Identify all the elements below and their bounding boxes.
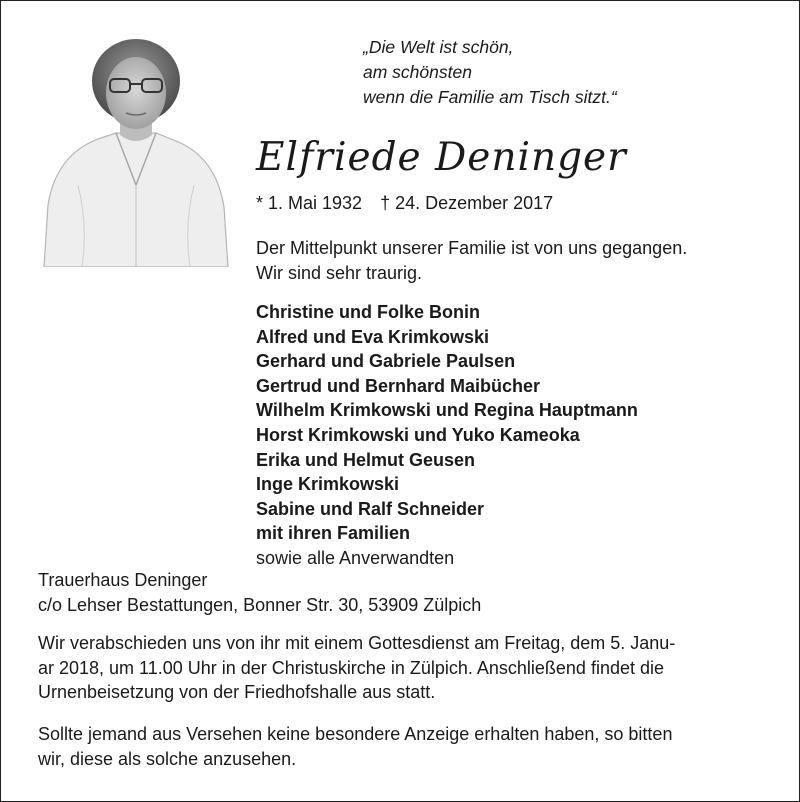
service-line: Wir verabschieden uns von ihr mit einem Gottesdienst am Freitag, dem 5. Janu- bbox=[38, 633, 676, 653]
service-line: ar 2018, um 11.00 Uhr in der Christuskirche in Zülpich. Anschließend findet die bbox=[38, 657, 664, 678]
quote-line: wenn die Familie am Tisch sitzt.“ bbox=[363, 87, 617, 107]
mourner-name: Alfred und Eva Krimkowski bbox=[256, 326, 490, 347]
closing-note bbox=[38, 722, 766, 771]
quote-line: am schönsten bbox=[363, 62, 472, 82]
service-info bbox=[38, 631, 766, 705]
mourner-name: Erika und Helmut Geusen bbox=[256, 449, 476, 470]
note-line: wir, diese als solche anzusehen. bbox=[38, 748, 297, 769]
death-date: † 24. Dezember 2017 bbox=[380, 193, 554, 213]
portrait-photo bbox=[38, 35, 234, 267]
mourner-name: Inge Krimkowski bbox=[256, 474, 400, 495]
address-line: Trauerhaus Deninger bbox=[38, 570, 208, 590]
family-message bbox=[256, 236, 687, 285]
memorial-quote bbox=[363, 35, 617, 110]
birth-date: * 1. Mai 1932 bbox=[256, 193, 363, 213]
mourner-name: Gertrud und Bernhard Maibücher bbox=[256, 375, 541, 396]
mourner-name: mit ihren Familien bbox=[256, 523, 411, 544]
life-dates bbox=[256, 193, 553, 214]
mourner-name: Gerhard und Gabriele Paulsen bbox=[256, 351, 516, 372]
note-line: Sollte jemand aus Versehen keine besondere Anzeige erhalten haben, so bitten bbox=[38, 724, 673, 744]
message-line: Der Mittelpunkt unserer Familie ist von uns gegangen. bbox=[256, 238, 688, 258]
deceased-name: Elfriede Deninger bbox=[256, 135, 627, 180]
mourner-name: Christine und Folke Bonin bbox=[256, 302, 480, 322]
message-line: Wir sind sehr traurig. bbox=[256, 262, 423, 283]
mourner-name: Wilhelm Krimkowski und Regina Hauptmann bbox=[256, 400, 638, 421]
mourners-closing: sowie alle Anverwandten bbox=[256, 547, 455, 568]
mourner-name: Sabine und Ralf Schneider bbox=[256, 498, 485, 519]
mourner-name: Horst Krimkowski und Yuko Kameoka bbox=[256, 424, 580, 445]
service-line: Urnenbeisetzung von der Friedhofshalle aus statt. bbox=[38, 682, 436, 703]
mourning-house-address bbox=[38, 568, 481, 617]
mourners-list bbox=[256, 300, 638, 571]
quote-line: „Die Welt ist schön, bbox=[363, 37, 514, 57]
address-line: c/o Lehser Bestattungen, Bonner Str. 30, 53909 Zülpich bbox=[38, 594, 482, 615]
